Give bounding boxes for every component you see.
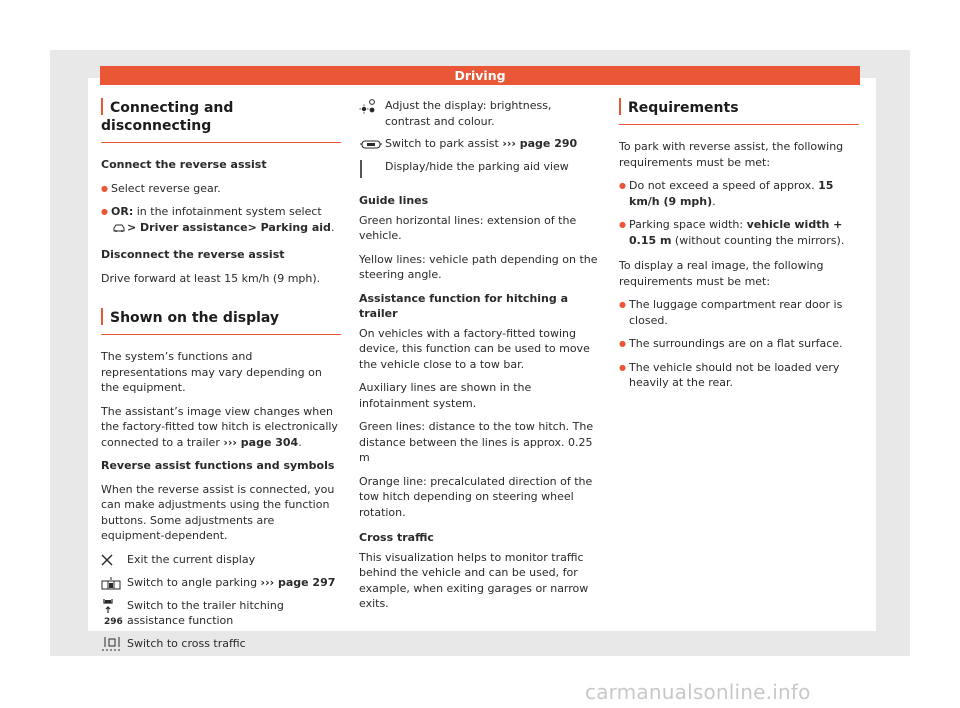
trailer-hitch-icon xyxy=(101,598,127,614)
disconnect-text: Drive forward at least 15 km/h (9 mph). xyxy=(101,271,321,285)
symbol-description: Switch to cross traffic xyxy=(127,636,246,650)
symbol-description xyxy=(127,575,341,591)
heading-display xyxy=(101,308,341,335)
bullet-surface: ● The surroundings are on a flat surface. xyxy=(619,336,859,352)
symbol-row xyxy=(101,552,341,568)
bullet-speed xyxy=(619,178,859,209)
bullet-text: Do not exceed a speed of approx. xyxy=(629,179,819,192)
connect-title: Connect the reverse assist xyxy=(101,158,267,171)
paragraph xyxy=(101,404,341,451)
paragraph: Auxiliary lines are shown in the infotainment system. xyxy=(359,381,532,410)
bullet-door: ● The luggage compartment rear door is closed. xyxy=(619,297,859,328)
close-icon xyxy=(101,552,127,568)
column-middle xyxy=(359,98,599,620)
symbol-text: Switch to park assist xyxy=(385,137,503,150)
bullet-text: in the infotainment system select xyxy=(133,205,322,218)
paragraph: The system’s functions and representations may vary depending on the equipment. xyxy=(101,350,322,394)
paragraph: Orange line: precalculated direction of the tow hitch depending on steering wheel rotation. xyxy=(359,474,593,519)
symbol-row xyxy=(101,575,341,591)
section-header: Driving xyxy=(100,66,860,85)
bullet-end: . xyxy=(712,194,716,208)
paragraph: To park with reverse assist, the following requirements must be met: xyxy=(619,140,844,169)
symbol-text: Switch to angle parking xyxy=(127,575,261,589)
car-icon xyxy=(113,222,125,238)
disconnect-title: Disconnect the reverse assist xyxy=(101,248,285,261)
paragraph: When the reverse assist is connected, you can make adjustments using the function buttons. Some adjustments are equipment-dependent. xyxy=(101,482,335,542)
bullet-end: . xyxy=(330,220,335,234)
symbol-row xyxy=(359,159,599,179)
page-link[interactable]: ››› page 297 xyxy=(260,575,336,589)
functions-title: Reverse assist functions and symbols xyxy=(101,459,335,472)
toggle-view-icon xyxy=(359,159,385,179)
symbol-row xyxy=(101,636,341,652)
symbol-description: Adjust the display: brightness, contrast and colour. xyxy=(385,99,552,128)
or-label: OR: xyxy=(111,205,134,218)
symbol-row xyxy=(359,136,599,152)
heading-requirements xyxy=(619,98,859,125)
menu-path: > Driver assistance> Parking aid xyxy=(127,220,331,234)
symbol-description xyxy=(385,136,599,152)
symbol-description: Display/hide the parking aid view xyxy=(385,160,569,173)
heading-text: Requirements xyxy=(628,100,739,116)
paragraph: On vehicles with a factory-fitted towing device, this function can be used to move the vehicle close to a tow bar. xyxy=(359,326,590,371)
heading-connecting xyxy=(101,98,341,143)
column-right xyxy=(619,98,859,399)
column-left xyxy=(101,98,341,659)
bullet-infotainment xyxy=(101,204,341,237)
cross-traffic-title: Cross traffic xyxy=(359,531,434,544)
bullet-load: ● The vehicle should not be loaded very heavily at the rear. xyxy=(619,360,859,391)
bullet-text: Parking space width: xyxy=(629,218,747,231)
watermark: carmanualsonline.info xyxy=(585,680,811,704)
bullet-end: (without counting the mirrors). xyxy=(671,233,845,247)
paragraph-text: The assistant’s image view changes when the factory-fitted tow hitch is electronically connected to a trailer xyxy=(101,404,338,449)
paragraph: This visualization helps to monitor traffic behind the vehicle and can be used, for example, when exiting garages or narrow exits. xyxy=(359,550,589,610)
bullet-emphasis: 15 km/h (9 mph) xyxy=(629,179,834,208)
paragraph: Green horizontal lines: extension of the vehicle. xyxy=(359,213,577,242)
cross-traffic-icon xyxy=(101,636,127,652)
page-link[interactable]: ››› page 290 xyxy=(502,137,578,150)
park-assist-icon xyxy=(359,136,385,152)
heading-marker xyxy=(101,308,103,325)
paragraph: To display a real image, the following requirements must be met: xyxy=(619,259,824,288)
heading-marker xyxy=(619,98,621,115)
page-link[interactable]: ››› page 304 xyxy=(223,435,299,449)
heading-text: Connecting and disconnecting xyxy=(101,100,234,134)
heading-marker xyxy=(101,98,103,115)
angle-parking-icon xyxy=(101,575,127,591)
heading-text: Shown on the display xyxy=(110,310,280,326)
bullet-emphasis: vehicle width + 0.15 m xyxy=(629,218,843,247)
symbol-description: Exit the current display xyxy=(127,552,256,566)
guide-lines-title: Guide lines xyxy=(359,194,429,207)
hitch-title: Assistance function for hitching a trailer xyxy=(359,291,568,320)
symbol-row xyxy=(101,598,341,629)
symbol-description: Switch to the trailer hitching assistance function xyxy=(127,598,284,627)
paragraph: Green lines: distance to the tow hitch. The distance between the lines is approx. 0.25 m xyxy=(359,420,594,464)
paragraph: Yellow lines: vehicle path depending on the steering angle. xyxy=(359,252,598,281)
paragraph-end: . xyxy=(298,435,302,449)
brightness-icon xyxy=(359,98,385,114)
symbol-row xyxy=(359,98,599,129)
page-number: 296 xyxy=(104,617,123,627)
bullet-space-width xyxy=(619,217,859,248)
bullet-select-gear: ● Select reverse gear. xyxy=(101,181,341,197)
